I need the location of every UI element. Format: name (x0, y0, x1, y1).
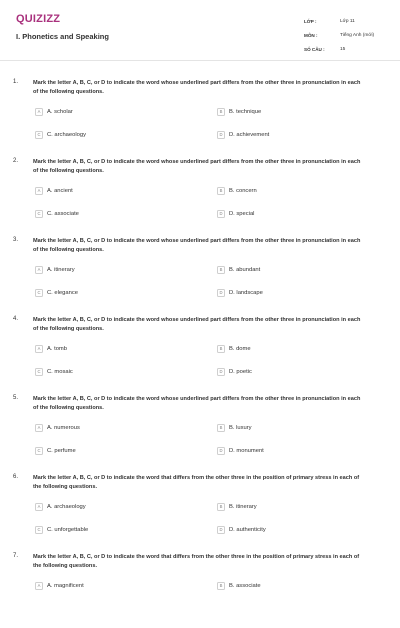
option-text: B. abundant (229, 266, 261, 273)
question-item (0, 470, 400, 549)
option-text: A. tomb (47, 345, 67, 352)
option-text: B. associate (229, 582, 261, 589)
question-number: 6. (13, 474, 19, 480)
option-letter-box: C (35, 131, 43, 139)
option-letter-box: D (217, 131, 225, 139)
question-text: Mark the letter A, B, C, or D to indicate the word whose underlined part differs from the other three in pronunciation in each of the following questions. (33, 317, 361, 332)
option-letter-box: D (217, 368, 225, 376)
option-a[interactable] (35, 186, 73, 195)
question-text: Mark the letter A, B, C, or D to indicate the word whose underlined part differs from the other three in pronunciation in each of the following questions. (33, 159, 361, 174)
option-text: B. itinerary (229, 503, 257, 510)
question-text: Mark the letter A, B, C, or D to indicate the word whose underlined part differs from the other three in pronunciation in each of the following questions. (33, 396, 361, 411)
question-number: 4. (13, 316, 19, 322)
quizizz-logo: QUIZIZZ (16, 13, 61, 25)
option-text: D. poetic (229, 368, 252, 375)
question-item (0, 312, 400, 391)
option-d[interactable] (217, 525, 266, 534)
option-d[interactable] (217, 130, 269, 139)
option-c[interactable] (35, 367, 73, 376)
meta-label: LỚP : (304, 18, 317, 24)
option-text: D. achievement (229, 131, 270, 138)
option-text: D. monument (229, 447, 264, 454)
option-a[interactable] (35, 423, 80, 432)
option-letter-box: D (217, 447, 225, 455)
option-text: A. numerous (47, 424, 80, 431)
question-item (0, 549, 400, 628)
option-letter-box: C (35, 526, 43, 534)
option-text: B. dome (229, 345, 251, 352)
option-a[interactable] (35, 344, 67, 353)
option-letter-box: C (35, 210, 43, 218)
option-b[interactable] (217, 186, 257, 195)
worksheet-meta (304, 14, 394, 56)
option-letter-box: A (35, 266, 43, 274)
option-a[interactable] (35, 502, 86, 511)
option-text: A. ancient (47, 187, 73, 194)
meta-row-subject (304, 28, 394, 42)
option-a[interactable] (35, 581, 84, 590)
option-text: A. scholar (47, 108, 73, 115)
option-text: C. mosaic (47, 368, 73, 375)
option-c[interactable] (35, 288, 78, 297)
option-a[interactable] (35, 107, 73, 116)
option-letter-box: A (35, 424, 43, 432)
option-letter-box: B (217, 345, 225, 353)
option-letter-box: A (35, 187, 43, 195)
question-number: 2. (13, 158, 19, 164)
question-number: 7. (13, 553, 19, 559)
option-c[interactable] (35, 446, 76, 455)
option-b[interactable] (217, 581, 261, 590)
question-text: Mark the letter A, B, C, or D to indicate the word whose underlined part differs from the other three in pronunciation in each of the following questions. (33, 238, 361, 253)
option-text: D. landscape (229, 289, 263, 296)
option-letter-box: C (35, 289, 43, 297)
meta-label: MÔN : (304, 32, 318, 38)
option-d[interactable] (217, 446, 264, 455)
option-text: B. luxury (229, 424, 252, 431)
option-b[interactable] (217, 265, 260, 274)
option-letter-box: B (217, 266, 225, 274)
question-item (0, 75, 400, 154)
option-c[interactable] (35, 525, 88, 534)
meta-row-question-count (304, 42, 394, 56)
question-text: Mark the letter A, B, C, or D to indicate the word that differs from the other three in the position of primary stress in each of the following questions. (33, 475, 360, 490)
option-d[interactable] (217, 367, 252, 376)
option-letter-box: B (217, 582, 225, 590)
option-letter-box: A (35, 108, 43, 116)
option-text: B. concern (229, 187, 257, 194)
meta-value: 15 (340, 46, 346, 52)
question-number: 3. (13, 237, 19, 243)
option-text: A. archaeology (47, 503, 86, 510)
option-letter-box: D (217, 210, 225, 218)
option-text: A. magnificent (47, 582, 84, 589)
option-letter-box: B (217, 503, 225, 511)
option-text: C. perfume (47, 447, 76, 454)
meta-value: Lớp 11 (340, 18, 355, 24)
header-divider (0, 60, 400, 61)
option-letter-box: B (217, 108, 225, 116)
question-text: Mark the letter A, B, C, or D to indicate the word whose underlined part differs from the other three in pronunciation in each of the following questions. (33, 80, 361, 95)
question-number: 5. (13, 395, 19, 401)
meta-value: Tiếng Anh (mới) (340, 32, 375, 38)
option-letter-box: D (217, 289, 225, 297)
option-d[interactable] (217, 209, 254, 218)
option-b[interactable] (217, 107, 261, 116)
question-item (0, 154, 400, 233)
meta-label: SỐ CÂU : (304, 46, 325, 52)
option-letter-box: A (35, 582, 43, 590)
option-text: C. elegance (47, 289, 78, 296)
option-c[interactable] (35, 209, 79, 218)
option-letter-box: C (35, 447, 43, 455)
question-number: 1. (13, 79, 19, 85)
option-b[interactable] (217, 423, 252, 432)
question-item (0, 391, 400, 470)
option-letter-box: D (217, 526, 225, 534)
option-text: C. archaeology (47, 131, 86, 138)
option-letter-box: A (35, 503, 43, 511)
option-b[interactable] (217, 344, 251, 353)
meta-row-class (304, 14, 394, 28)
option-letter-box: A (35, 345, 43, 353)
option-text: C. associate (47, 210, 79, 217)
option-b[interactable] (217, 502, 257, 511)
option-c[interactable] (35, 130, 86, 139)
option-letter-box: B (217, 424, 225, 432)
option-letter-box: B (217, 187, 225, 195)
option-text: D. special (229, 210, 255, 217)
question-item (0, 233, 400, 312)
option-a[interactable] (35, 265, 75, 274)
question-text: Mark the letter A, B, C, or D to indicate the word that differs from the other three in the position of primary stress in each of the following questions. (33, 554, 360, 569)
option-text: D. authenticity (229, 526, 266, 533)
option-text: A. itinerary (47, 266, 75, 273)
page-title: I. Phonetics and Speaking (16, 32, 109, 41)
question-list (0, 75, 400, 628)
option-d[interactable] (217, 288, 263, 297)
option-letter-box: C (35, 368, 43, 376)
option-text: C. unforgettable (47, 526, 89, 533)
option-text: B. technique (229, 108, 262, 115)
